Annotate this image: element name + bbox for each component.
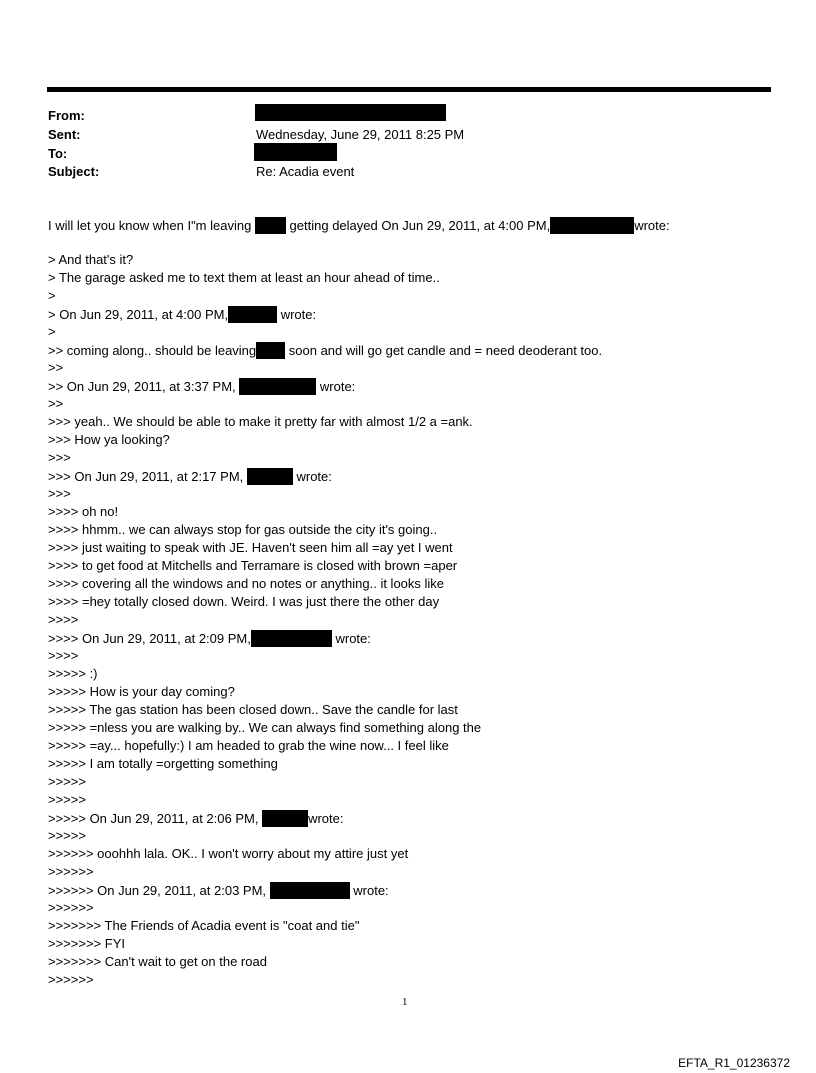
quoted-line: >>>>> :) [48,666,98,681]
quoted-line: >>> On Jun 29, 2011, at 2:17 PM, wrote: [48,469,332,484]
redaction [251,630,332,647]
quoted-line: >>>>>>> FYI [48,936,125,951]
quoted-line: >>>>>>> Can't wait to get on the road [48,954,267,969]
quoted-line: >>>>> =ay... hopefully:) I am headed to grab the wine now... I feel like [48,738,449,753]
quoted-line: >>>>> [48,774,86,789]
quoted-line: >> [48,360,64,375]
redaction [247,468,293,485]
to-redaction [254,143,337,161]
quoted-line: >>>> On Jun 29, 2011, at 2:09 PM, wrote: [48,631,371,646]
quoted-line: >>>> just waiting to speak with JE. Haven't seen him all =ay yet I went [48,540,453,555]
quoted-line: >>>>>> [48,864,94,879]
redaction [270,882,350,899]
from-redaction [255,104,446,121]
subject-value: Re: Acadia event [256,164,355,179]
sent-label: Sent: [48,127,81,142]
sent-value: Wednesday, June 29, 2011 8:25 PM [256,127,465,142]
quoted-line: >>>>> I am totally =orgetting something [48,756,278,771]
quoted-line: >> [48,396,64,411]
redaction [550,217,634,234]
quoted-line: >>>> [48,612,79,627]
quoted-line: >>>> covering all the windows and no notes or anything.. it looks like [48,576,445,591]
quoted-line: >>>>>> ooohhh lala. OK.. I won't worry about my attire just yet [48,846,409,861]
quoted-line: > [48,288,56,303]
quoted-line: >>>>>> [48,900,94,915]
quoted-line: > The garage asked me to text them at least an hour ahead of time.. [48,270,440,285]
quoted-line: >>>> hhmm.. we can always stop for gas outside the city it's going.. [48,522,438,537]
quoted-line: > And that's it? [48,252,134,267]
quoted-line: >>>>> On Jun 29, 2011, at 2:06 PM, wrote: [48,811,344,826]
quoted-line: >>>>> [48,828,86,843]
bates-number: EFTA_R1_01236372 [678,1056,790,1070]
page-number: 1 [402,996,408,1008]
quoted-line: >>> [48,450,71,465]
header-rule [47,87,771,92]
quoted-line: >>>> [48,648,79,663]
quoted-line: >>>>> The gas station has been closed down.. Save the candle for last [48,702,458,717]
quoted-line: >>>>> How is your day coming? [48,684,235,699]
quoted-line: >>>>>>> The Friends of Acadia event is "coat and tie" [48,918,360,933]
quoted-line: >>>> =hey totally closed down. Weird. I was just there the other day [48,594,440,609]
redaction [239,378,316,395]
from-label: From: [48,108,85,123]
quoted-line: >>>>>> [48,972,94,987]
redaction [255,217,286,234]
quoted-line: >>>> to get food at Mitchells and Terramare is closed with brown =aper [48,558,458,573]
quoted-line: > On Jun 29, 2011, at 4:00 PM, wrote: [48,307,317,322]
quoted-line: > [48,324,56,339]
redaction [256,342,285,359]
quoted-line: >>> [48,486,71,501]
quoted-line: >>>>>> On Jun 29, 2011, at 2:03 PM, wrote: [48,883,389,898]
quoted-line: >>> How ya looking? [48,432,170,447]
quoted-line: >>>>> [48,792,86,807]
quoted-line: >> coming along.. should be leaving soon and will go get candle and = need deoderant too. [48,343,603,358]
quoted-line: >>>>> =nless you are walking by.. We can always find something along the [48,720,482,735]
to-label: To: [48,146,68,161]
opening-line: I will let you know when I"m leaving getting delayed On Jun 29, 2011, at 4:00 PM, wrote: [48,218,670,233]
quoted-line: >> On Jun 29, 2011, at 3:37 PM, wrote: [48,379,356,394]
quoted-line: >>> yeah.. We should be able to make it pretty far with almost 1/2 a =ank. [48,414,473,429]
redaction [262,810,308,827]
quoted-line: >>>> oh no! [48,504,119,519]
subject-label: Subject: [48,164,100,179]
redaction [228,306,277,323]
